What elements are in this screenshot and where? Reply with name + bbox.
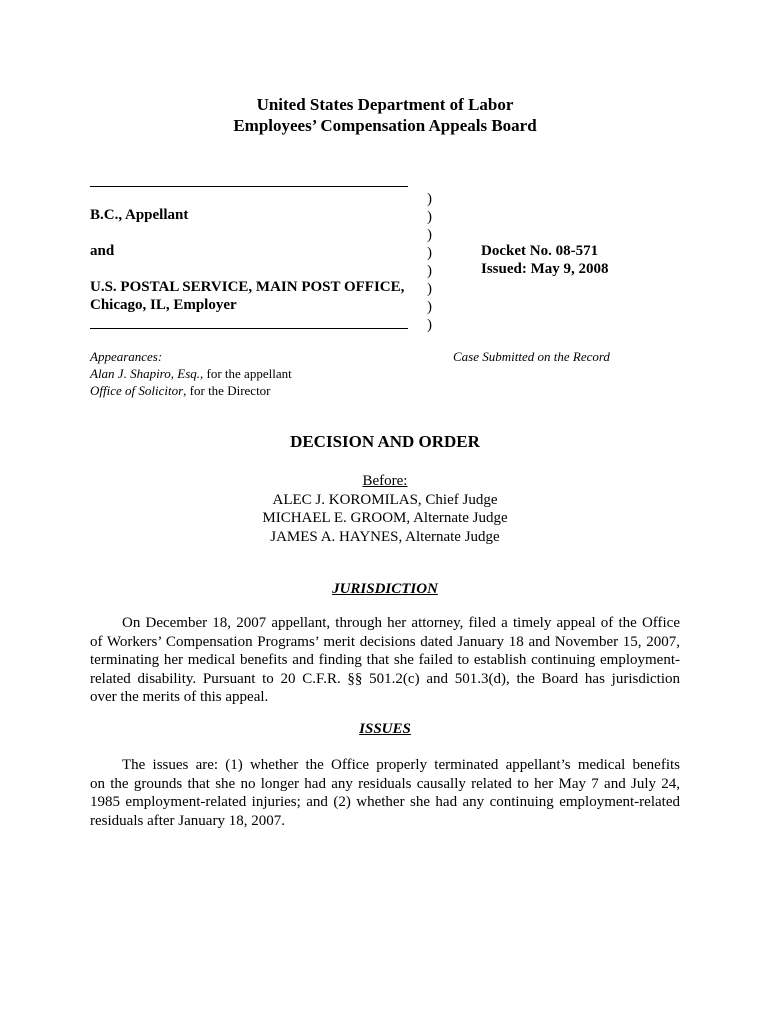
agency-title: United States Department of Labor — [256, 95, 514, 114]
caption-and: and — [90, 243, 115, 259]
issues-heading: ISSUES — [359, 721, 411, 737]
paragraph-line: On December 18, 2007 appellant, through her attorney, filed a timely appeal of the Office — [122, 615, 680, 631]
appearances-heading: Appearances: — [90, 349, 163, 364]
board-title: Employees’ Compensation Appeals Board — [233, 116, 537, 135]
director-rep-name: Office of Solicitor — [90, 383, 184, 398]
appellant-name: B.C., Appellant — [90, 207, 189, 223]
paragraph-line: 1985 employment-related injuries; and (2) whether she had any continuing employment-related — [90, 794, 680, 810]
paren: ) — [427, 209, 432, 225]
paragraph-line: of Workers’ Compensation Programs’ merit decisions dated January 18 and November 15, 2007, — [90, 633, 680, 650]
caption-top-rule — [90, 186, 408, 187]
judge-3: JAMES A. HAYNES, Alternate Judge — [270, 528, 500, 545]
paren: ) — [427, 227, 432, 243]
appellant-rep-role: for the appellant — [203, 366, 292, 381]
case-submitted-note: Case Submitted on the Record — [453, 349, 610, 364]
director-representative — [90, 382, 292, 399]
paren: ) — [427, 317, 432, 333]
decision-title: DECISION AND ORDER — [290, 432, 480, 451]
paragraph-line: on the grounds that she no longer had any residuals causally related to her May 7 and July 24, — [90, 775, 680, 792]
before-label: Before: — [362, 473, 408, 489]
caption-bottom-rule — [90, 328, 408, 329]
jurisdiction-heading: JURISDICTION — [332, 581, 438, 597]
employer-line-1: U.S. POSTAL SERVICE, MAIN POST OFFICE, — [90, 279, 405, 295]
docket-number: Docket No. 08-571 — [481, 243, 599, 259]
paren: ) — [427, 299, 432, 315]
paragraph-line: terminating her medical benefits and finding that she failed to establish continuing employment- — [90, 652, 680, 668]
employer-line-2: Chicago, IL, Employer — [90, 297, 237, 313]
before-panel — [0, 472, 770, 546]
jurisdiction-paragraph — [90, 614, 680, 707]
paragraph-line: The issues are: (1) whether the Office properly terminated appellant’s medical benefits — [122, 757, 680, 773]
paren: ) — [427, 191, 432, 207]
paragraph-line: residuals after January 18, 2007. — [90, 812, 285, 829]
appellant-representative — [90, 365, 292, 382]
appellant-rep-name: Alan J. Shapiro, Esq., — [90, 366, 204, 381]
appearances-block — [90, 348, 292, 399]
issues-paragraph — [90, 756, 680, 830]
issued-date: Issued: May 9, 2008 — [481, 261, 609, 277]
caption-parentheses — [427, 190, 437, 334]
paragraph-line: over the merits of this appeal. — [90, 689, 269, 705]
judge-1: ALEC J. KOROMILAS, Chief Judge — [272, 491, 498, 508]
judge-2: MICHAEL E. GROOM, Alternate Judge — [262, 510, 508, 526]
paren: ) — [427, 263, 432, 279]
director-rep-role: , for the Director — [183, 383, 271, 398]
paren: ) — [427, 245, 432, 261]
paren: ) — [427, 281, 432, 297]
paragraph-line: related disability. Pursuant to 20 C.F.R. §§ 501.2(c) and 501.3(d), the Board has jurisdiction — [90, 670, 680, 687]
